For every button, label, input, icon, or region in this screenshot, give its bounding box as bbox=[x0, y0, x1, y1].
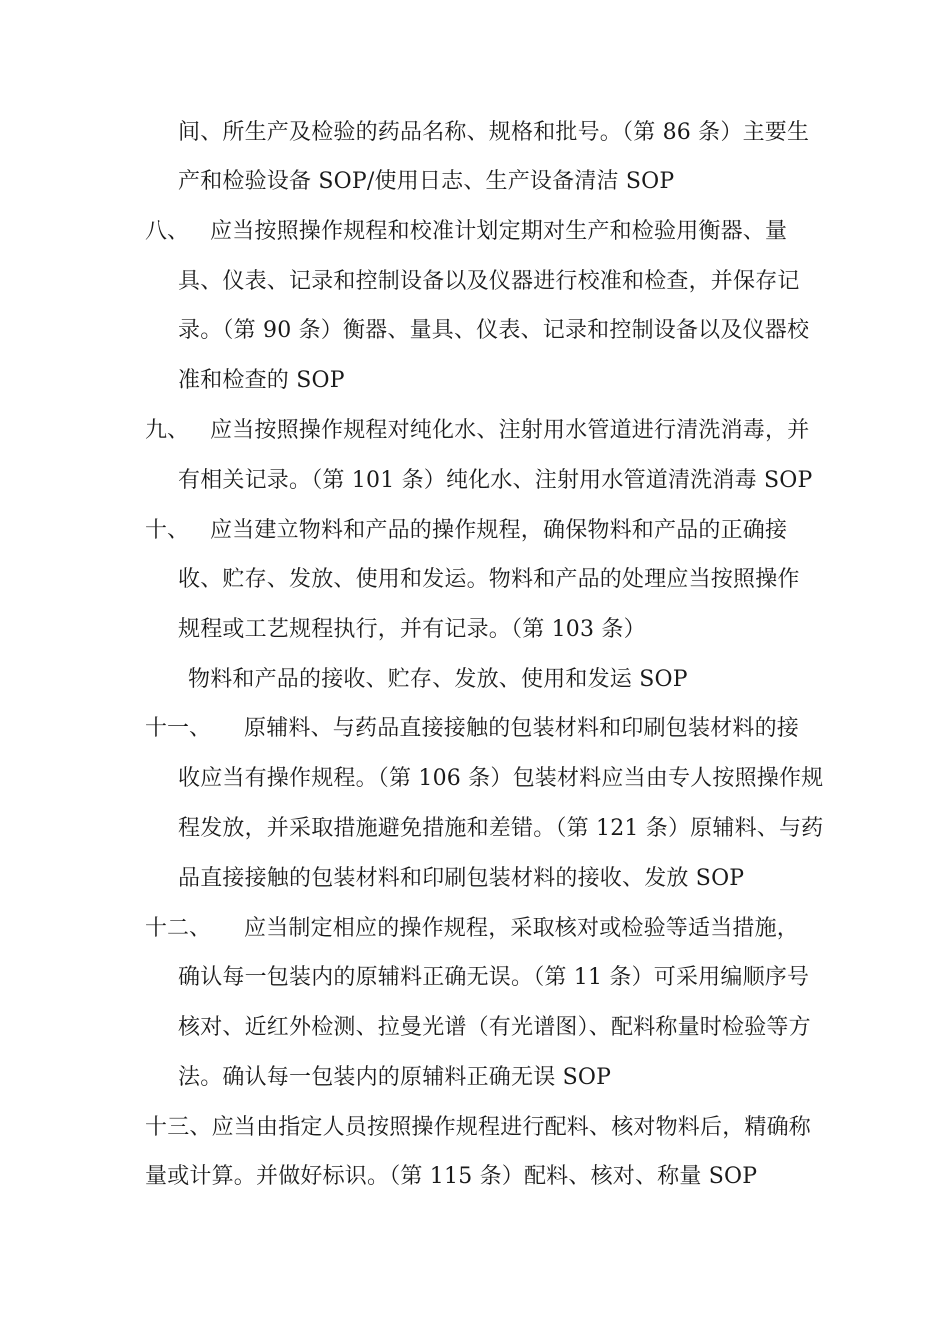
text-line: 间、所生产及检验的药品名称、规格和批号。（第 86 条）主要生 bbox=[178, 120, 810, 145]
text-line: 法。确认每一包装内的原辅料正确无误 SOP bbox=[178, 1065, 612, 1090]
text-line: 物料和产品的接收、贮存、发放、使用和发运 SOP bbox=[188, 667, 688, 692]
text-line: 规程或工艺规程执行，并有记录。（第 103 条） bbox=[178, 617, 646, 642]
text-line: 十三、应当由指定人员按照操作规程进行配料、核对物料后，精确称 bbox=[145, 1115, 812, 1140]
text-line: 应当建立物料和产品的操作规程，确保物料和产品的正确接 bbox=[210, 518, 788, 543]
text-line: 核对、近红外检测、拉曼光谱（有光谱图）、配料称量时检验等方 bbox=[178, 1015, 811, 1040]
text-line: 产和检验设备 SOP/使用日志、生产设备清洁 SOP bbox=[178, 169, 675, 194]
item-number: 十一、 bbox=[145, 716, 212, 741]
text-line: 程发放，并采取措施避免措施和差错。（第 121 条）原辅料、与药 bbox=[178, 816, 824, 841]
text-line: 有相关记录。（第 101 条）纯化水、注射用水管道清洗消毒 SOP bbox=[178, 468, 813, 493]
text-line: 确认每一包装内的原辅料正确无误。（第 11 条）可采用编顺序号 bbox=[178, 965, 810, 990]
text-line: 准和检查的 SOP bbox=[178, 368, 345, 393]
text-line: 量或计算。并做好标识。（第 115 条）配料、核对、称量 SOP bbox=[145, 1164, 758, 1189]
item-number: 十、 bbox=[145, 518, 190, 543]
text-line: 具、仪表、记录和控制设备以及仪器进行校准和检查，并保存记 bbox=[178, 269, 800, 294]
text-line: 应当制定相应的操作规程，采取核对或检验等适当措施， bbox=[244, 916, 800, 941]
item-number: 八、 bbox=[145, 219, 190, 244]
text-line: 应当按照操作规程和校准计划定期对生产和检验用衡器、量 bbox=[210, 219, 788, 244]
item-number: 九、 bbox=[145, 418, 190, 443]
text-line: 收、贮存、发放、使用和发运。物料和产品的处理应当按照操作 bbox=[178, 567, 800, 592]
text-line: 品直接接触的包装材料和印刷包装材料的接收、发放 SOP bbox=[178, 866, 745, 891]
item-number: 十二、 bbox=[145, 916, 212, 941]
text-line: 收应当有操作规程。（第 106 条）包装材料应当由专人按照操作规 bbox=[178, 766, 824, 791]
text-line: 录。（第 90 条）衡器、量具、仪表、记录和控制设备以及仪器校 bbox=[178, 318, 810, 343]
text-line: 原辅料、与药品直接接触的包装材料和印刷包装材料的接 bbox=[244, 716, 800, 741]
text-line: 应当按照操作规程对纯化水、注射用水管道进行清洗消毒，并 bbox=[210, 418, 810, 443]
